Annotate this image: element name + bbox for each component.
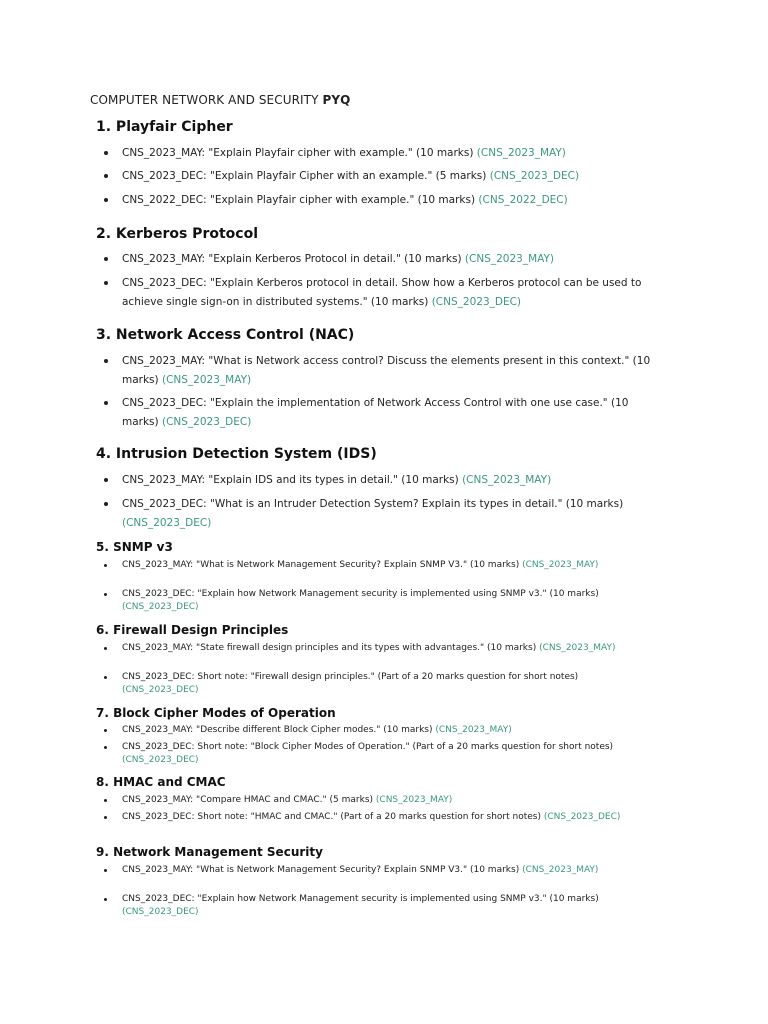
source-reference: (CNS_2023_MAY) (476, 147, 566, 159)
item-text (122, 394, 662, 432)
item-text (122, 191, 662, 210)
source-reference: (CNS_2023_DEC) (122, 754, 199, 765)
question-text: CNS_2023_DEC: "Explain the implementation of Network Access Control with one use case." (10 marks) (122, 397, 629, 428)
question-text: CNS_2023_MAY: "Explain Playfair cipher with example." (10 marks) (122, 147, 477, 159)
question-text: CNS_2023_MAY: "Describe different Block Cipher modes." (10 marks) (122, 725, 436, 735)
question-text: CNS_2023_DEC: "Explain Playfair Cipher with an example." (5 marks) (122, 170, 490, 182)
item-text (122, 741, 652, 766)
bullet-icon (104, 799, 107, 802)
item-text (122, 642, 652, 655)
question-text: CNS_2023_MAY: "State firewall design principles and its types with advantages." (10 marks) (122, 643, 540, 653)
section-heading: 6. Firewall Design Principles (96, 623, 289, 637)
question-text: CNS_2023_MAY: "Compare HMAC and CMAC." (5 marks) (122, 795, 376, 805)
bullet-icon (104, 502, 108, 506)
question-text: CNS_2023_MAY: "What is Network access control? Discuss the elements present in this context." (10 marks) (122, 355, 651, 386)
question-text: CNS_2023_DEC: "Explain Kerberos protocol in detail. Show how a Kerberos protocol can be used to achieve single sign-on in distributed systems." (10 marks) (122, 277, 642, 308)
source-reference: (CNS_2023_MAY) (522, 560, 599, 570)
source-reference: (CNS_2023_DEC) (122, 684, 199, 695)
item-text (122, 864, 652, 877)
bullet-icon (104, 198, 108, 202)
bullet-icon (104, 359, 108, 363)
question-text: CNS_2022_DEC: "Explain Playfair cipher with example." (10 marks) (122, 194, 479, 206)
document-title (90, 93, 350, 107)
section-heading: 5. SNMP v3 (96, 540, 173, 554)
bullet-icon (104, 869, 107, 872)
source-reference: (CNS_2023_DEC) (431, 296, 522, 308)
section-heading: 1. Playfair Cipher (96, 119, 233, 135)
source-reference: (CNS_2023_MAY) (161, 374, 252, 386)
source-reference: (CNS_2023_DEC) (122, 517, 212, 529)
bullet-icon (104, 281, 108, 285)
item-text (122, 250, 662, 269)
source-reference: (CNS_2023_MAY) (522, 865, 599, 875)
question-text: CNS_2023_MAY: "What is Network Management Security? Explain SNMP V3." (10 marks) (122, 865, 523, 875)
source-reference: (CNS_2023_DEC) (161, 416, 252, 428)
section-heading: 3. Network Access Control (NAC) (96, 327, 355, 343)
bullet-icon (104, 401, 108, 405)
item-text (122, 495, 662, 533)
item-text (122, 144, 662, 163)
item-text (122, 811, 652, 824)
bullet-icon (104, 746, 107, 749)
section-heading: 9. Network Management Security (96, 845, 323, 859)
source-reference: (CNS_2023_MAY) (462, 474, 552, 486)
source-reference: (CNS_2023_MAY) (375, 795, 453, 805)
question-text: CNS_2023_MAY: "Explain IDS and its types in detail." (10 marks) (122, 474, 463, 486)
item-text (122, 274, 662, 312)
bullet-icon (104, 257, 108, 261)
question-text: CNS_2023_DEC: Short note: "HMAC and CMAC." (Part of a 20 marks question for short notes) (122, 812, 544, 822)
item-text (122, 352, 662, 390)
document-title-bold: PYQ (322, 93, 351, 107)
question-text: CNS_2023_MAY: "What is Network Management Security? Explain SNMP V3." (10 marks) (122, 560, 523, 570)
section-heading: 7. Block Cipher Modes of Operation (96, 706, 336, 720)
source-reference: (CNS_2023_MAY) (464, 253, 555, 265)
source-reference: (CNS_2023_DEC) (489, 170, 580, 182)
bullet-icon (104, 898, 107, 901)
item-text (122, 167, 662, 186)
source-reference: (CNS_2023_MAY) (435, 725, 512, 735)
question-text: CNS_2023_DEC: Short note: "Firewall design principles." (Part of a 20 marks question for short notes) (122, 672, 579, 682)
bullet-icon (104, 151, 108, 155)
source-reference: (CNS_2023_DEC) (122, 601, 199, 612)
item-text (122, 724, 652, 737)
item-text (122, 471, 662, 490)
question-text: CNS_2023_DEC: "Explain how Network Management security is implemented using SNMP v3." (10 marks) (122, 589, 599, 599)
document-title-main: COMPUTER NETWORK AND SECURITY (90, 93, 323, 107)
question-text: CNS_2023_DEC: "What is an Intruder Detection System? Explain its types in detail." (10 marks) (122, 498, 624, 510)
question-text: CNS_2023_DEC: Short note: "Block Cipher Modes of Operation." (Part of a 20 marks question for short notes) (122, 742, 614, 752)
item-text (122, 893, 652, 918)
source-reference: (CNS_2023_DEC) (122, 906, 199, 917)
question-text: CNS_2023_MAY: "Explain Kerberos Protocol in detail." (10 marks) (122, 253, 465, 265)
bullet-icon (104, 647, 107, 650)
bullet-icon (104, 564, 107, 567)
section-heading: 4. Intrusion Detection System (IDS) (96, 446, 377, 462)
bullet-icon (104, 593, 107, 596)
bullet-icon (104, 174, 108, 178)
section-heading: 8. HMAC and CMAC (96, 775, 226, 789)
item-text (122, 794, 652, 807)
item-text (122, 671, 652, 696)
item-text (122, 588, 652, 613)
section-heading: 2. Kerberos Protocol (96, 226, 258, 242)
question-text: CNS_2023_DEC: "Explain how Network Management security is implemented using SNMP v3." (10 marks) (122, 894, 599, 904)
bullet-icon (104, 478, 108, 482)
bullet-icon (104, 729, 107, 732)
source-reference: (CNS_2023_DEC) (543, 812, 621, 822)
source-reference: (CNS_2023_MAY) (539, 643, 616, 653)
bullet-icon (104, 816, 107, 819)
item-text (122, 559, 652, 572)
bullet-icon (104, 676, 107, 679)
source-reference: (CNS_2022_DEC) (478, 194, 568, 206)
